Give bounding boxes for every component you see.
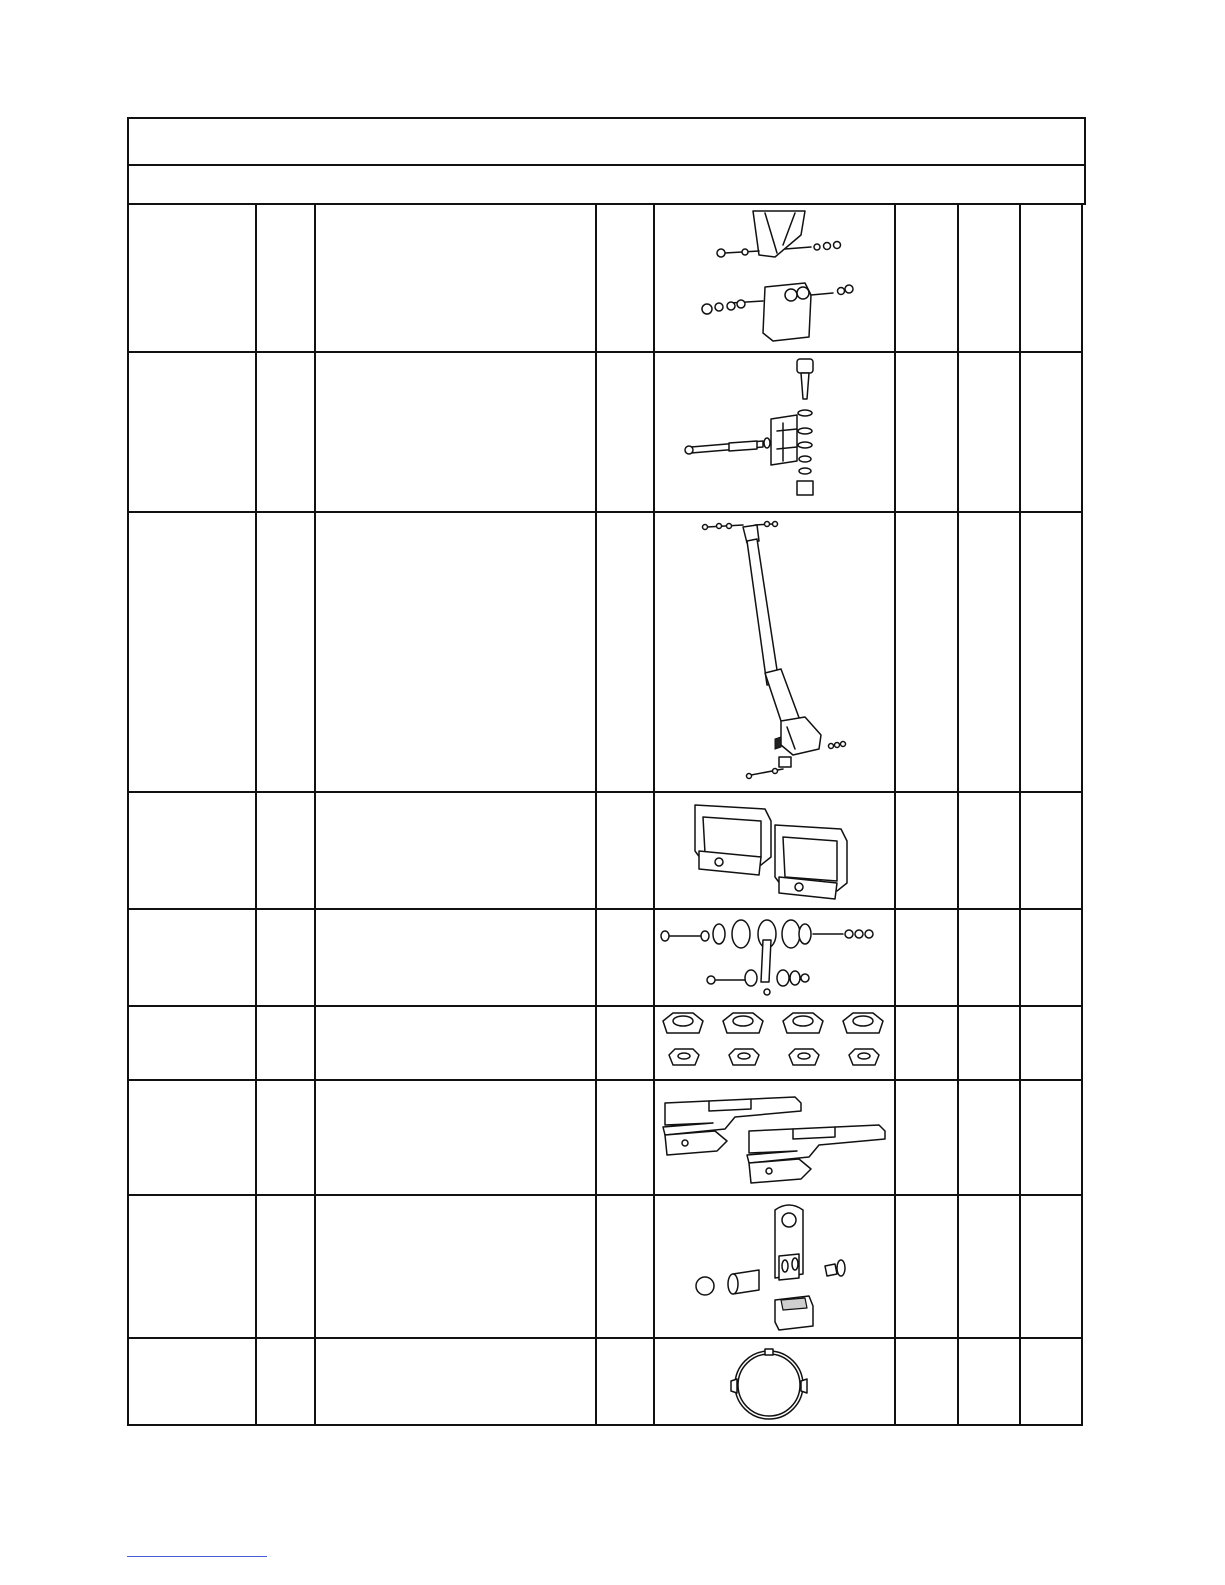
cell-col-7: [958, 204, 1020, 352]
cell-quantity: [256, 792, 315, 909]
cell-part-number: [128, 1338, 256, 1425]
cell-col-7: [958, 792, 1020, 909]
cell-description: [315, 1338, 596, 1425]
cell-col-6: [895, 909, 958, 1006]
parts-sheet: [127, 117, 1085, 1425]
cell-col-8: [1020, 352, 1082, 512]
cell-quantity: [256, 1006, 315, 1080]
nut-pair: [723, 1013, 763, 1065]
cell-col-7: [958, 352, 1020, 512]
cell-col-8: [1020, 204, 1082, 352]
cell-unit: [596, 792, 654, 909]
cell-description: [315, 1006, 596, 1080]
cell-quantity: [256, 204, 315, 352]
cell-part-number: [128, 204, 256, 352]
cell-col-6: [895, 1338, 958, 1425]
cell-col-8: [1020, 792, 1082, 909]
cell-col-6: [895, 204, 958, 352]
cell-col-7: [958, 1080, 1020, 1195]
cell-col-7: [958, 512, 1020, 792]
parts-table: [127, 203, 1083, 1426]
footer-link-underline[interactable]: [127, 1556, 267, 1557]
cell-quantity: [256, 512, 315, 792]
cell-illustration: [654, 1006, 895, 1080]
table-row: [128, 792, 1082, 909]
cell-col-7: [958, 1195, 1020, 1338]
cell-unit: [596, 909, 654, 1006]
cell-unit: [596, 1080, 654, 1195]
cell-quantity: [256, 1195, 315, 1338]
cell-quantity: [256, 1080, 315, 1195]
cell-illustration: [654, 909, 895, 1006]
cell-part-number: [128, 512, 256, 792]
hex-nut-set-drawing: [655, 1007, 894, 1079]
cell-part-number: [128, 352, 256, 512]
cell-col-7: [958, 1338, 1020, 1425]
cell-illustration: [654, 1080, 895, 1195]
cell-col-8: [1020, 512, 1082, 792]
cell-description: [315, 204, 596, 352]
cell-col-8: [1020, 1338, 1082, 1425]
cell-illustration: [654, 352, 895, 512]
cell-col-6: [895, 352, 958, 512]
cell-illustration: [654, 1195, 895, 1338]
retaining-ring-drawing: [655, 1339, 894, 1424]
cell-quantity: [256, 352, 315, 512]
telescoping-strut-assembly-drawing: [655, 513, 894, 791]
cell-col-7: [958, 909, 1020, 1006]
cell-col-6: [895, 792, 958, 909]
sheet-title-bar: [127, 117, 1086, 165]
cell-quantity: [256, 909, 315, 1006]
table-row: [128, 1338, 1082, 1425]
cell-unit: [596, 352, 654, 512]
cell-quantity: [256, 1338, 315, 1425]
nut-pair: [663, 1013, 703, 1065]
cell-col-8: [1020, 909, 1082, 1006]
nut-pair: [843, 1013, 883, 1065]
cell-illustration: [654, 1338, 895, 1425]
table-row: [128, 352, 1082, 512]
cell-col-8: [1020, 1006, 1082, 1080]
cell-unit: [596, 512, 654, 792]
cell-description: [315, 792, 596, 909]
cell-description: [315, 512, 596, 792]
cell-col-6: [895, 1006, 958, 1080]
cell-col-6: [895, 1195, 958, 1338]
cell-unit: [596, 1006, 654, 1080]
cell-col-8: [1020, 1195, 1082, 1338]
bolt-and-bracket-assembly-drawing: [655, 205, 894, 351]
hinge-pin-bushing-assembly-drawing: [655, 353, 894, 511]
cell-col-6: [895, 512, 958, 792]
table-row: [128, 204, 1082, 352]
cell-unit: [596, 204, 654, 352]
cell-col-8: [1020, 1080, 1082, 1195]
nut-pair: [783, 1013, 823, 1065]
cell-description: [315, 1195, 596, 1338]
cell-illustration: [654, 512, 895, 792]
table-row: [128, 512, 1082, 792]
cell-col-6: [895, 1080, 958, 1195]
table-row: [128, 1195, 1082, 1338]
cell-part-number: [128, 1006, 256, 1080]
cell-part-number: [128, 792, 256, 909]
cell-unit: [596, 1195, 654, 1338]
cell-description: [315, 352, 596, 512]
bushing-and-washer-set-drawing: [655, 910, 894, 1005]
cell-unit: [596, 1338, 654, 1425]
table-row: [128, 909, 1082, 1006]
cell-part-number: [128, 1195, 256, 1338]
table-row: [128, 1006, 1082, 1080]
fork-arm-pair-drawing: [655, 1081, 894, 1194]
table-row: [128, 1080, 1082, 1195]
clevis-mount-assembly-drawing: [655, 1196, 894, 1337]
cell-illustration: [654, 792, 895, 909]
cell-illustration: [654, 204, 895, 352]
cell-description: [315, 909, 596, 1006]
cell-part-number: [128, 1080, 256, 1195]
sheet-subtitle-bar: [127, 164, 1086, 205]
cell-part-number: [128, 909, 256, 1006]
u-bracket-pair-drawing: [655, 793, 894, 908]
cell-col-7: [958, 1006, 1020, 1080]
cell-description: [315, 1080, 596, 1195]
